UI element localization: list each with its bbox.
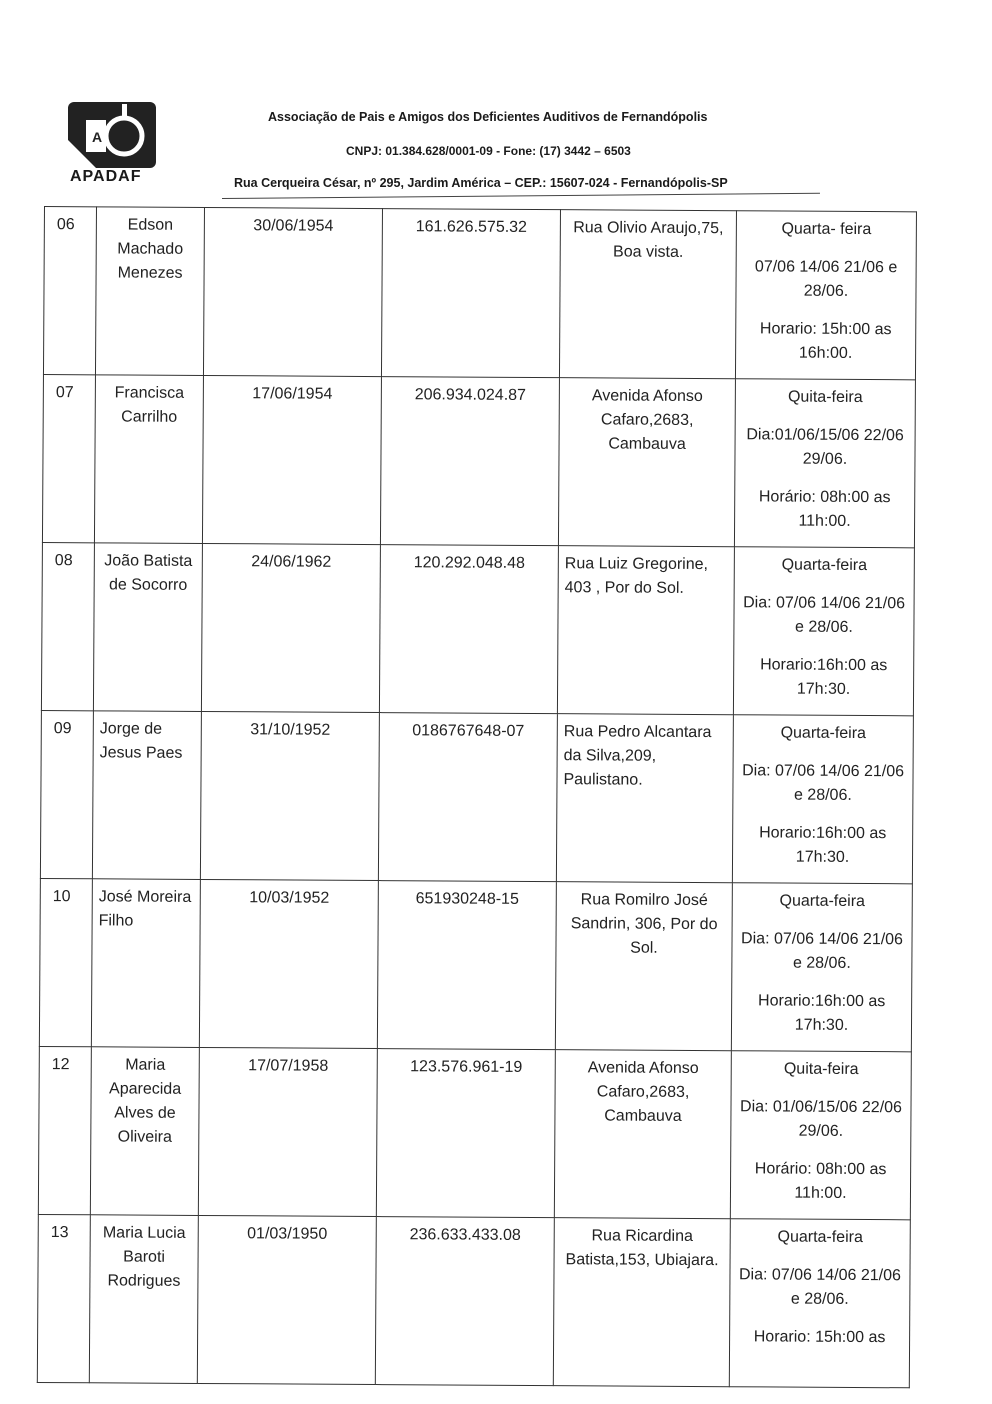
- cnpj-phone: CNPJ: 01.384.628/0001-09 - Fone: (17) 3442 – 6503: [346, 144, 631, 158]
- association-name: Associação de Pais e Amigos dos Deficientes Auditivos de Fernandópolis: [268, 110, 708, 124]
- svg-text:A: A: [92, 129, 103, 145]
- row-number: 06: [43, 207, 96, 375]
- row-number: 12: [38, 1046, 91, 1214]
- document-number: 206.934.024.87: [380, 377, 559, 546]
- schedule-day: Quarta-feira: [781, 556, 868, 575]
- schedule-time: Horario: 15h:00 as: [753, 1328, 886, 1347]
- schedule: [733, 547, 914, 716]
- schedule: [729, 1219, 910, 1388]
- document-number: 120.292.048.48: [379, 545, 558, 714]
- schedule-dates: Dia: 01/06/15/06 22/06 29/06.: [740, 1098, 903, 1140]
- participant-name: José Moreira Filho: [91, 879, 200, 1048]
- schedule-time: Horario:16h:00 as 17h:30.: [759, 824, 887, 866]
- schedule: [732, 715, 913, 884]
- schedule-time: Horario:16h:00 as 17h:30.: [758, 992, 886, 1034]
- address: Rua Romilro José Sandrin, 306, Por do Sol.: [555, 882, 732, 1051]
- letterhead: [0, 0, 992, 215]
- table-row: [41, 542, 914, 715]
- birth-date: 24/06/1962: [201, 543, 380, 712]
- address: Avenida Afonso Cafaro,2683, Cambauva: [558, 378, 735, 547]
- schedule-day: Quita-feira: [783, 1060, 859, 1078]
- birth-date: 31/10/1952: [200, 711, 379, 880]
- row-number: 13: [37, 1214, 90, 1382]
- logo-text: APADAF: [70, 168, 142, 185]
- schedule-day: Quarta-feira: [780, 724, 867, 743]
- schedule: [734, 379, 915, 548]
- row-number: 07: [42, 374, 95, 542]
- address: Rua Pedro Alcantara da Silva,209, Paulistano.: [556, 714, 733, 883]
- schedule-dates: Dia: 07/06 14/06 21/06 e 28/06.: [738, 1266, 901, 1308]
- table-row: [39, 878, 912, 1051]
- address: Avenida Afonso Cafaro,2683, Cambauva: [554, 1050, 731, 1219]
- schedule-day: Quarta-feira: [779, 892, 866, 911]
- table-row: [42, 374, 915, 547]
- participant-name: Maria Lucia Baroti Rodrigues: [89, 1215, 198, 1384]
- schedule-dates: Dia:01/06/15/06 22/06 29/06.: [746, 426, 904, 468]
- document-number: 0186767648-07: [378, 713, 557, 882]
- address-line: Rua Cerqueira César, nº 295, Jardim América – CEP.: 15607-024 - Fernandópolis-SP: [234, 176, 728, 190]
- address: Rua Luiz Gregorine, 403 , Por do Sol.: [557, 546, 734, 715]
- address: Rua Olivio Araujo,75, Boa vista.: [559, 210, 736, 379]
- participant-name: Francisca Carrilho: [94, 375, 203, 544]
- address: Rua Ricardina Batista,153, Ubiajara.: [553, 1218, 730, 1387]
- schedule-dates: 07/06 14/06 21/06 e 28/06.: [754, 258, 898, 300]
- row-number: 08: [41, 542, 94, 710]
- schedule: [730, 1051, 911, 1220]
- birth-date: 01/03/1950: [197, 1215, 376, 1384]
- schedule-time: Horario:16h:00 as 17h:30.: [760, 656, 888, 698]
- header-rule: [222, 193, 820, 199]
- schedule: [735, 211, 916, 380]
- birth-date: 17/06/1954: [202, 375, 381, 544]
- table-row: [38, 1046, 911, 1219]
- schedule-day: Quarta- feira: [781, 220, 872, 239]
- birth-date: 30/06/1954: [203, 207, 382, 376]
- schedule-time: Horário: 08h:00 as 11h:00.: [758, 488, 891, 530]
- schedule-time: Horario: 15h:00 as 16h:00.: [759, 320, 892, 362]
- table-row: [40, 710, 913, 883]
- document-number: 123.576.961-19: [376, 1049, 555, 1218]
- schedule-dates: Dia: 07/06 14/06 21/06 e 28/06.: [741, 930, 904, 972]
- schedule-time: Horário: 08h:00 as 11h:00.: [754, 1160, 887, 1202]
- document-number: 161.626.575.32: [381, 209, 560, 378]
- participant-name: João Batista de Socorro: [93, 543, 202, 712]
- schedule: [731, 883, 912, 1052]
- document-number: 651930248-15: [377, 881, 556, 1050]
- birth-date: 10/03/1952: [199, 879, 378, 1048]
- table-row: [43, 207, 916, 380]
- row-number: 09: [40, 710, 93, 878]
- row-number: 10: [39, 878, 92, 1046]
- document-number: 236.633.433.08: [375, 1217, 554, 1386]
- schedule-dates: Dia: 07/06 14/06 21/06 e 28/06.: [743, 594, 906, 636]
- participant-name: Jorge de Jesus Paes: [92, 711, 201, 880]
- schedule-day: Quita-feira: [787, 388, 863, 407]
- table-row: [37, 1214, 910, 1387]
- participants-table: [37, 206, 917, 1388]
- schedule-day: Quarta-feira: [777, 1228, 863, 1247]
- schedule-dates: Dia: 07/06 14/06 21/06 e 28/06.: [742, 762, 905, 804]
- birth-date: 17/07/1958: [198, 1047, 377, 1216]
- participants-table-wrap: [37, 206, 920, 1347]
- participant-name: Maria Aparecida Alves de Oliveira: [90, 1047, 199, 1216]
- participant-name: Edson Machado Menezes: [95, 207, 204, 376]
